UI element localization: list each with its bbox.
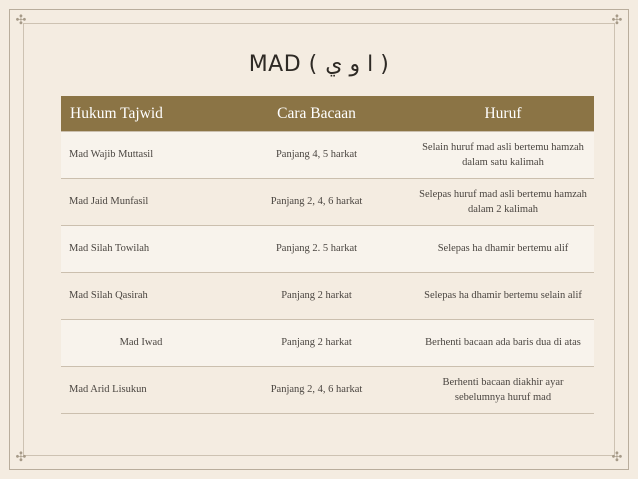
corner-ornament-icon: ✣ xyxy=(15,13,27,28)
slide-title: MAD ( ا و ي ) xyxy=(248,52,390,77)
table-row xyxy=(61,320,594,367)
table-row xyxy=(61,273,594,320)
cell-huruf: Selepas ha dhamir bertemu selain alif xyxy=(412,273,594,320)
cell-hukum: Mad Silah Qasirah xyxy=(61,273,221,320)
cell-hukum: Mad Silah Towilah xyxy=(61,226,221,273)
corner-ornament-icon: ✣ xyxy=(611,450,623,465)
cell-huruf: Selepas huruf mad asli bertemu hamzah dalam 2 kalimah xyxy=(412,179,594,226)
cell-hukum: Mad Wajib Muttasil xyxy=(61,132,221,179)
cell-cara: Panjang 4, 5 harkat xyxy=(221,132,412,179)
table-row xyxy=(61,226,594,273)
header-hukum-tajwid: Hukum Tajwid xyxy=(61,96,221,132)
cell-cara: Panjang 2 harkat xyxy=(221,320,412,367)
cell-huruf: Selain huruf mad asli bertemu hamzah dalam satu kalimah xyxy=(412,132,594,179)
table-row xyxy=(61,367,594,414)
table-row xyxy=(61,132,594,179)
cell-cara: Panjang 2, 4, 6 harkat xyxy=(221,367,412,414)
cell-hukum: Mad Arid Lisukun xyxy=(61,367,221,414)
table-header-row xyxy=(61,96,594,132)
mad-table xyxy=(61,96,594,414)
cell-cara: Panjang 2. 5 harkat xyxy=(221,226,412,273)
corner-ornament-icon: ✣ xyxy=(611,13,623,28)
corner-ornament-icon: ✣ xyxy=(15,450,27,465)
cell-huruf: Selepas ha dhamir bertemu alif xyxy=(412,226,594,273)
header-cara-bacaan: Cara Bacaan xyxy=(221,96,412,132)
table-row xyxy=(61,179,594,226)
header-huruf: Huruf xyxy=(412,96,594,132)
cell-cara: Panjang 2, 4, 6 harkat xyxy=(221,179,412,226)
cell-huruf: Berhenti bacaan ada baris dua di atas xyxy=(412,320,594,367)
cell-cara: Panjang 2 harkat xyxy=(221,273,412,320)
cell-hukum: Mad Iwad xyxy=(61,320,221,367)
cell-hukum: Mad Jaid Munfasil xyxy=(61,179,221,226)
cell-huruf: Berhenti bacaan diakhir ayar sebelumnya huruf mad xyxy=(412,367,594,414)
